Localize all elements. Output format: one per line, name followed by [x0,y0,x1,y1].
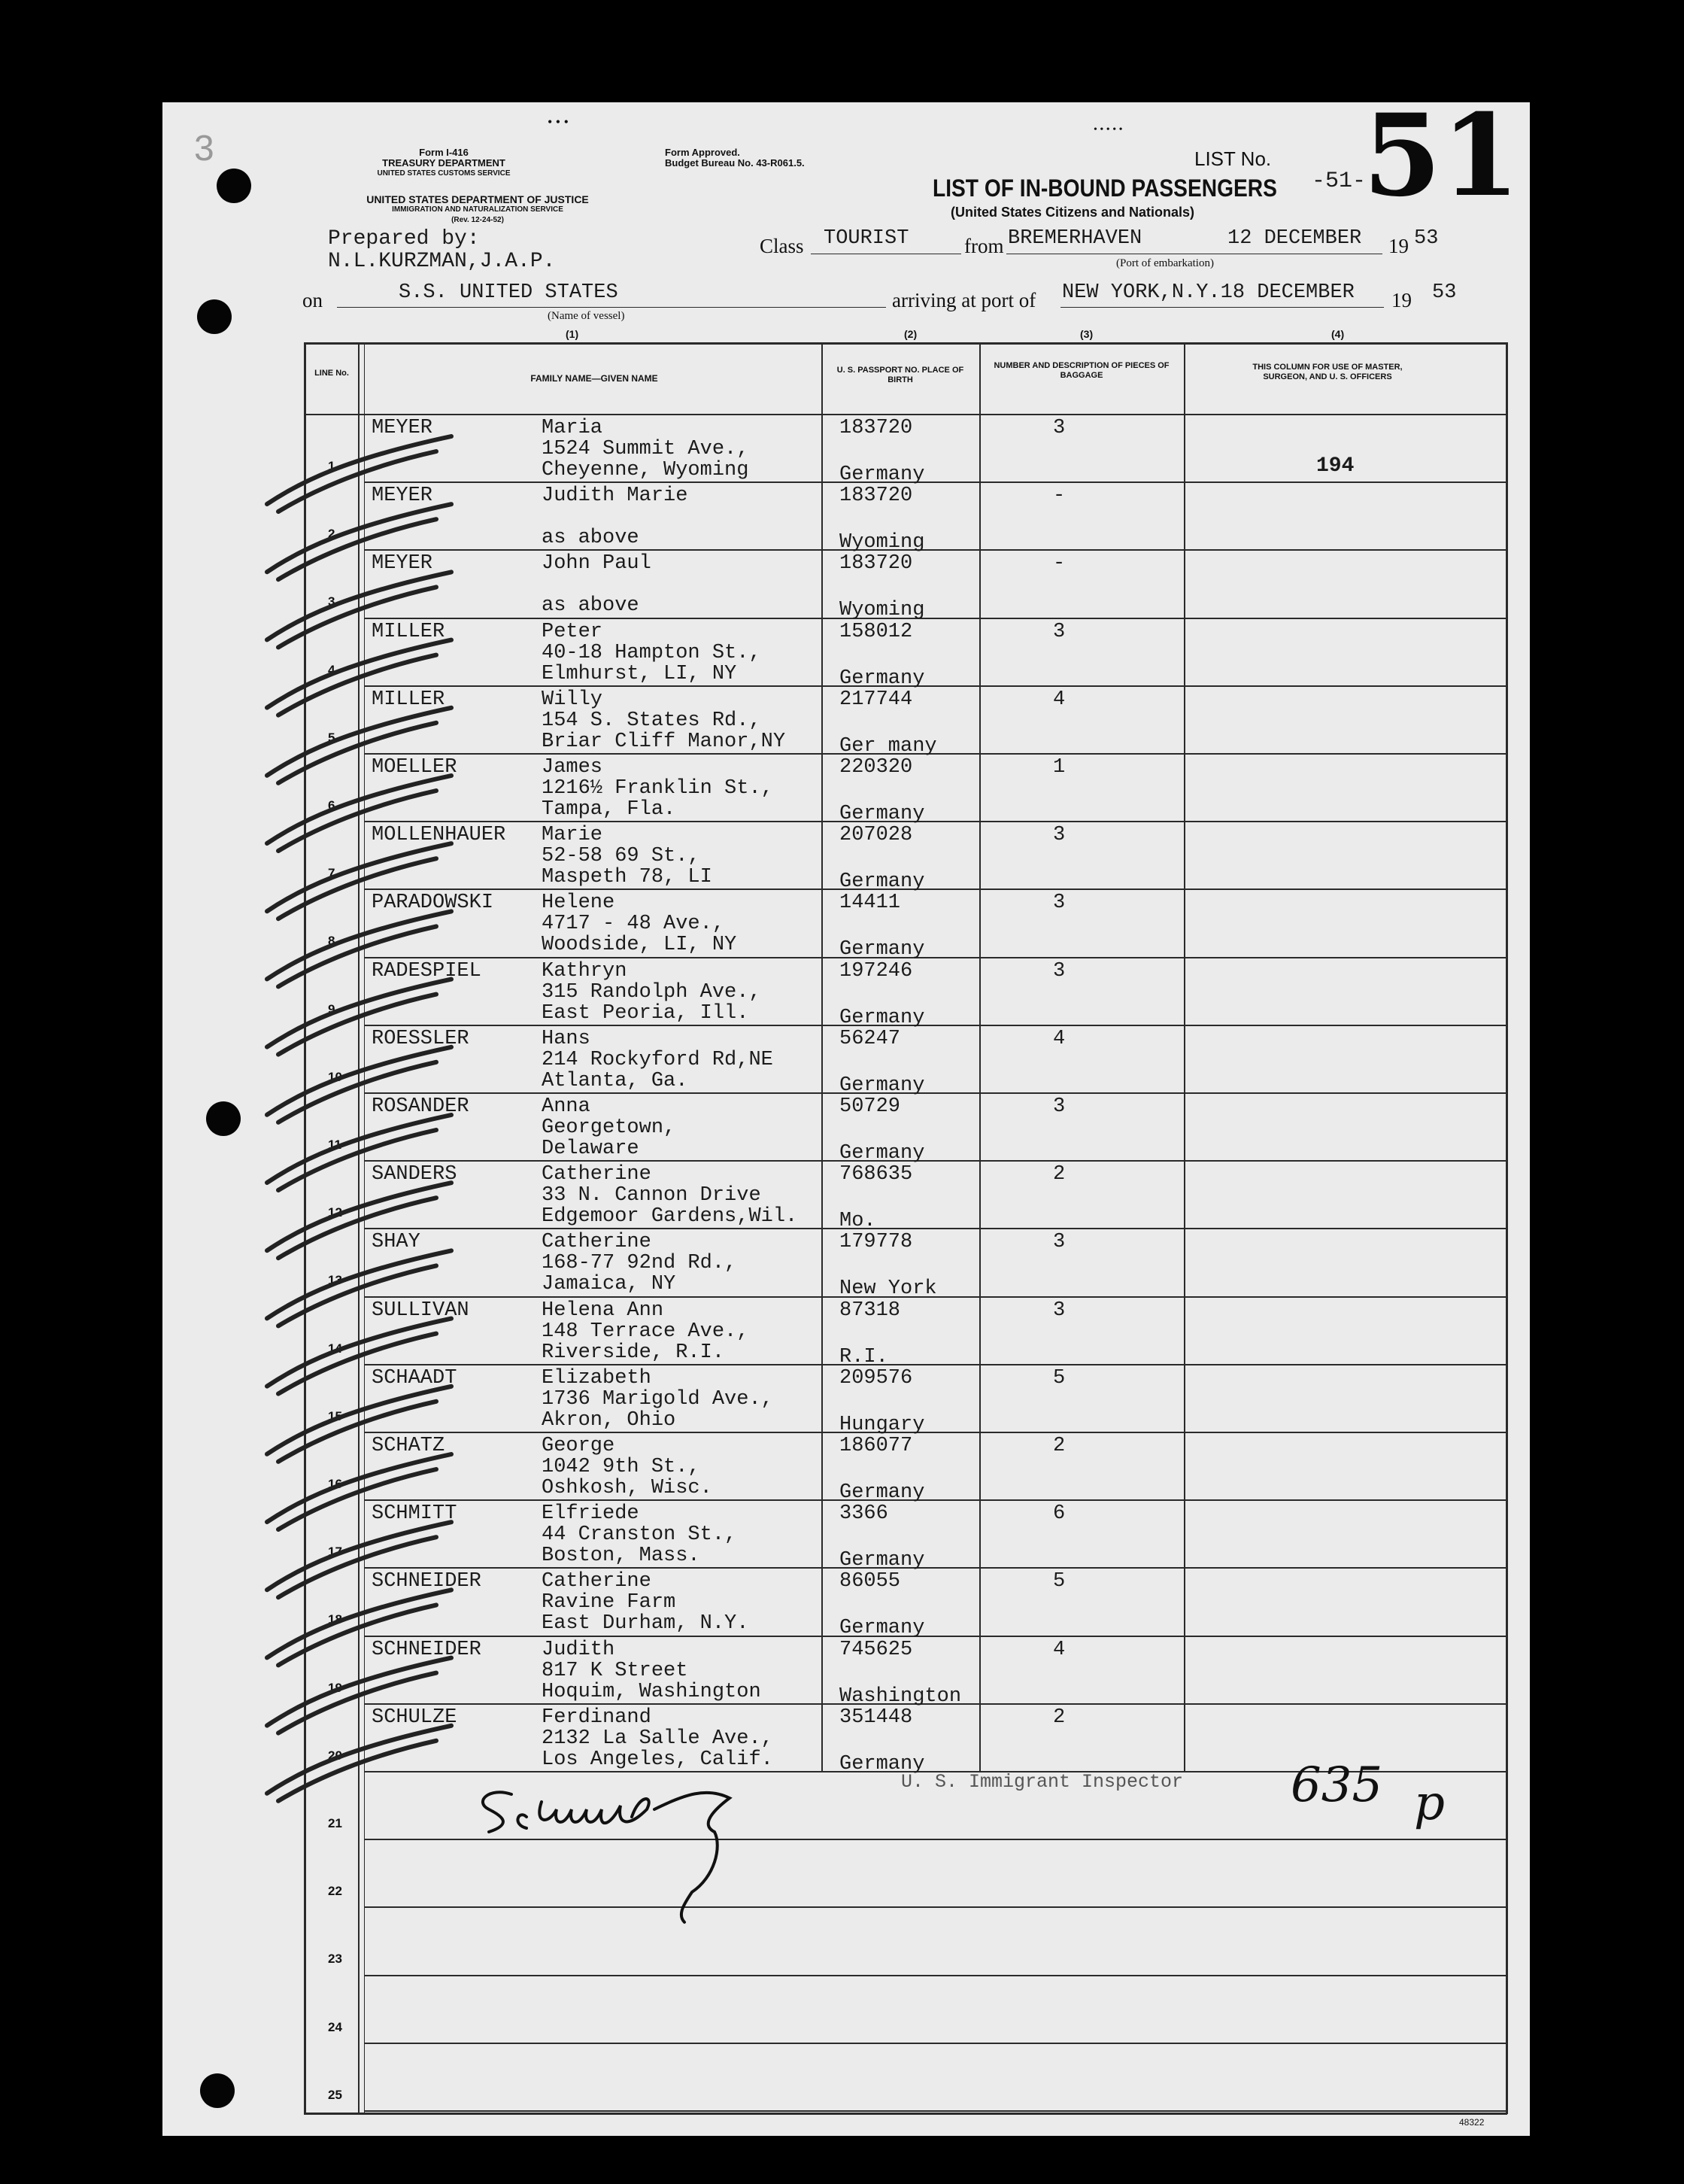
line-number: 15 [328,1408,342,1423]
given-name: Elizabeth [542,1366,651,1390]
passport-number: 56247 [839,1027,901,1050]
given-name: Maria [542,417,603,439]
row-divider [364,1025,1506,1026]
baggage-count: 4 [1053,1638,1066,1661]
header-bottom-border [304,414,1507,415]
check-mark [267,708,451,783]
address-line-1: 4717 - 48 Ave., [542,913,725,936]
vessel-value: S.S. UNITED STATES [399,281,618,304]
address-line-2: Woodside, LI, NY [542,934,737,957]
baggage-count: 3 [1053,620,1066,643]
passport-number: 745625 [839,1638,913,1661]
family-name: MILLER [372,688,445,711]
address-line-2: East Peoria, Ill. [542,1001,749,1025]
address-line-1: 214 Rockyford Rd,NE [542,1048,773,1071]
address-line-2: Briar Cliff Manor,NY [542,730,786,753]
line-number: 25 [328,2087,342,2102]
passport-number: 217744 [839,688,913,711]
column-header-officers: THIS COLUMN FOR USE OF MASTER, SURGEON, AND U. S. OFFICERS [1252,363,1403,381]
line-number: 22 [328,1884,342,1899]
baggage-count: 2 [1053,1435,1066,1457]
passport-number: 186077 [839,1435,913,1457]
place-of-birth: Germany [839,803,925,825]
check-mark [267,1658,451,1733]
form-number: 48322 [1459,2117,1485,2128]
top-dots: • • • [548,114,569,129]
baggage-count: 3 [1053,417,1066,439]
column-number-1: (1) [566,328,579,340]
family-name: ROSANDER [372,1095,469,1118]
passport-number: 183720 [839,484,913,508]
approval-label: Form Approved. [665,147,740,158]
check-mark [267,1387,451,1462]
check-mark [267,504,451,579]
place-of-birth: Washington [839,1684,962,1708]
passport-number: 158012 [839,620,913,643]
family-name: SCHMITT [372,1502,457,1526]
passport-col-divider [979,342,981,1772]
baggage-col-divider [1184,342,1185,1772]
row-divider [364,1432,1506,1433]
year-value: 53 [1414,227,1439,250]
address-line-2: Los Angeles, Calif. [542,1748,773,1771]
check-marks [256,429,481,1828]
address-line-2: Tampa, Fla. [542,798,676,821]
handwritten-count: 635 [1291,1757,1383,1813]
arriving-label: arriving at port of [892,289,1036,311]
line-number: 21 [328,1816,342,1830]
year-prefix: 19 [1388,235,1409,257]
handwritten-p: p [1414,1775,1445,1831]
family-name: PARADOWSKI [372,892,494,915]
check-mark [267,436,451,512]
given-name: John Paul [542,552,651,576]
row-divider [364,1975,1506,1976]
address-line-1: 148 Terrace Ave., [542,1320,749,1343]
row-divider [364,1364,1506,1365]
row-divider [364,1160,1506,1162]
line-number: 8 [328,934,335,949]
column-number-4: (4) [1331,328,1345,340]
line-number: 18 [328,1612,342,1627]
arrival-year: 53 [1432,281,1457,304]
line-number: 7 [328,866,335,881]
passport-number: 86055 [839,1570,901,1593]
baggage-count: 5 [1053,1366,1066,1390]
from-value: BREMERHAVEN [1008,227,1142,250]
check-mark [267,1522,451,1597]
address-line-1: 40-18 Hampton St., [542,641,761,664]
address-line-2: Boston, Mass. [542,1545,700,1568]
baggage-count: 6 [1053,1502,1066,1526]
family-name: MILLER [372,620,445,643]
address-line-1: Georgetown, [542,1116,676,1139]
line-number: 23 [328,1952,342,1967]
class-label: Class [760,235,804,257]
place-of-birth: Germany [839,870,925,894]
from-label: from [964,235,1004,257]
column-number-2: (2) [904,328,918,340]
family-name: MOLLENHAUER [372,824,506,847]
check-mark [267,1183,451,1258]
passport-number: 50729 [839,1095,901,1118]
page-subtitle: (United States Citizens and Nationals) [951,205,1195,220]
row-divider [364,685,1506,687]
family-name: SHAY [372,1231,420,1254]
address-line-1: 33 N. Cannon Drive [542,1184,761,1207]
punch-hole [217,169,251,203]
address-line-1: 315 Randolph Ave., [542,980,761,1004]
place-of-birth: Mo. [839,1210,876,1233]
row-divider [364,2043,1506,2044]
line-number: 19 [328,1680,342,1695]
arrival-year-prefix: 19 [1391,289,1412,311]
punch-hole [200,2073,235,2108]
inspector-label: U. S. Immigrant Inspector [901,1771,1184,1793]
row-divider [364,481,1506,483]
family-name: SANDERS [372,1163,457,1186]
list-no-big: 51 [1363,90,1520,222]
line-number: 10 [328,1069,342,1084]
passport-number: 197246 [839,959,913,983]
arrival-value: NEW YORK,N.Y.18 DECEMBER [1062,281,1355,304]
vessel-caption: (Name of vessel) [548,310,625,322]
arrival-underline [1060,307,1384,308]
place-of-birth: Wyoming [839,531,925,554]
place-of-birth: Germany [839,1142,925,1165]
passport-number: 179778 [839,1231,913,1254]
place-of-birth: Germany [839,1752,925,1775]
baggage-count: 4 [1053,1027,1066,1050]
row-divider [364,1567,1506,1569]
row-divider [364,957,1506,958]
given-name: Kathryn [542,959,627,983]
passport-number: 209576 [839,1366,913,1390]
address-line-2: Riverside, R.I. [542,1341,725,1364]
address-line-1: 44 Cranston St., [542,1523,737,1547]
address-line-1: 1524 Summit Ave., [542,438,749,460]
ins-label: IMMIGRATION AND NATURALIZATION SERVICE [392,205,563,214]
list-no-typed: -51- [1312,169,1367,194]
place-of-birth: Germany [839,1481,925,1504]
given-name: Catherine [542,1570,651,1593]
form-number-lines [376,147,511,179]
address-line-1: 52-58 69 St., [542,845,700,868]
address-line-1: 1042 9th St., [542,1456,700,1478]
row-divider [364,1092,1506,1094]
address-line-2: Jamaica, NY [542,1273,676,1296]
port-embark-caption: (Port of embarkation) [1116,257,1214,269]
address-line-1: Ravine Farm [542,1591,676,1614]
place-of-birth: Germany [839,938,925,961]
family-name: RADESPIEL [372,959,481,983]
check-mark [267,843,451,919]
family-name: MEYER [372,552,433,576]
place-of-birth: Germany [839,1074,925,1097]
line-number: 12 [328,1205,342,1220]
family-name: SULLIVAN [372,1299,469,1322]
line-number: 1 [328,459,335,473]
check-mark [267,776,451,851]
place-of-birth: New York [839,1277,937,1301]
given-name: James [542,756,603,779]
address-line-1: 817 K Street [542,1659,688,1682]
approval-lines [665,147,805,169]
check-mark [267,1047,451,1122]
revision-label: (Rev. 12-24-52) [451,216,504,224]
line-number: 24 [328,2019,342,2034]
prepared-by-value: N.L.KURZMAN,J.A.P. [328,250,556,273]
line-number: 9 [328,1001,335,1016]
passport-number: 14411 [839,892,901,915]
check-mark [267,572,451,647]
table-right-border [1506,342,1508,2114]
address-line-1: 2132 La Salle Ave., [542,1727,773,1750]
row-divider [364,888,1506,890]
passport-number: 220320 [839,756,913,779]
punch-hole [197,299,232,334]
line-number: 3 [328,594,335,609]
check-mark [267,1454,451,1529]
row-divider [364,1228,1506,1229]
baggage-count: 3 [1053,824,1066,847]
given-name: Helena Ann [542,1299,664,1322]
given-name: Judith [542,1638,615,1661]
top-dots-right: • • • • • [1094,124,1123,135]
baggage-count: - [1053,484,1066,508]
address-line-2: Atlanta, Ga. [542,1069,688,1092]
page-title: LIST OF IN-BOUND PASSENGERS [933,175,1277,202]
address-line-2: Oshkosh, Wisc. [542,1477,712,1499]
line-number: 14 [328,1341,342,1356]
check-mark [267,1726,451,1801]
address-line-1: 168-77 92nd Rd., [542,1252,737,1275]
given-name: Peter [542,620,603,643]
address-line-2: Delaware [542,1138,639,1160]
given-name: Judith Marie [542,484,688,508]
place-of-birth: Germany [839,1006,925,1029]
justice-label: UNITED STATES DEPARTMENT OF JUSTICE [366,193,589,205]
family-name: MOELLER [372,756,457,779]
row-divider [364,821,1506,822]
place-of-birth: Germany [839,667,925,690]
baggage-count: 2 [1053,1706,1066,1729]
row-divider [364,618,1506,619]
passport-number: 207028 [839,824,913,847]
given-name: Willy [542,688,603,711]
punch-hole [206,1101,241,1136]
line-number: 11 [328,1138,341,1152]
given-name: Catherine [542,1231,651,1254]
address-line-1: 154 S. States Rd., [542,709,761,732]
check-mark [267,640,451,715]
baggage-count: - [1053,552,1066,576]
row-divider [364,1499,1506,1501]
inspector-signature [459,1764,850,1933]
row-divider [364,549,1506,551]
baggage-count: 1 [1053,756,1066,779]
treasury-label: TREASURY DEPARTMENT [382,157,505,169]
family-name: SCHULZE [372,1706,457,1729]
given-name: Catherine [542,1163,651,1186]
family-name: SCHATZ [372,1435,445,1457]
date-value: 12 DECEMBER [1227,227,1362,250]
passport-number: 87318 [839,1299,901,1322]
given-name: Ferdinand [542,1706,651,1729]
baggage-count: 2 [1053,1163,1066,1186]
family-name: SCHNEIDER [372,1570,481,1593]
given-name: Helene [542,892,615,915]
corner-mark: 3 [194,129,214,169]
line-number: 16 [328,1477,342,1491]
line-number: 6 [328,798,335,813]
vessel-underline [337,307,886,308]
address-line-2: Edgemoor Gardens,Wil. [542,1205,798,1229]
place-of-birth: Ger many [839,734,937,758]
passport-number: 351448 [839,1706,913,1729]
address-line-1: 1736 Marigold Ave., [542,1387,773,1411]
row-divider [364,2110,1506,2112]
class-value: TOURIST [824,227,909,250]
given-name: George [542,1435,615,1457]
line-number: 13 [328,1273,342,1288]
address-line-2: Cheyenne, Wyoming [542,459,749,481]
passport-number: 183720 [839,552,913,576]
passport-number: 768635 [839,1163,913,1186]
column-header-baggage: NUMBER AND DESCRIPTION OF PIECES OF BAGGAGE [994,361,1170,380]
check-mark [267,1115,451,1190]
baggage-count: 3 [1053,892,1066,915]
budget-label: Budget Bureau No. 43-R061.5. [665,157,805,169]
line-number: 17 [328,1545,342,1560]
family-name: SCHNEIDER [372,1638,481,1661]
address-line-1: 1216½ Franklin St., [542,777,773,800]
check-mark [267,1250,451,1326]
address-line-2: as above [542,527,639,550]
check-mark [267,911,451,986]
given-name: Anna [542,1095,590,1118]
line-number: 4 [328,662,335,677]
prepared-by-label: Prepared by: [328,227,480,251]
given-name: Elfriede [542,1502,639,1526]
baggage-count: 4 [1053,688,1066,711]
column-header-name: FAMILY NAME—GIVEN NAME [530,373,658,384]
row-divider [364,1636,1506,1637]
address-line-2: East Durham, N.Y. [542,1612,749,1636]
column-header-line: LINE No. [314,369,349,378]
address-line-2: Elmhurst, LI, NY [542,662,737,685]
column-header-passport: U. S. PASSPORT NO. PLACE OF BIRTH [836,366,964,384]
passport-number: 183720 [839,417,913,439]
address-line-2: Hoquim, Washington [542,1680,761,1703]
place-of-birth: Germany [839,1549,925,1572]
place-of-birth: Wyoming [839,599,925,622]
given-name: Marie [542,824,603,847]
place-of-birth: Germany [839,1617,925,1640]
check-mark [267,1319,451,1394]
baggage-count: 3 [1053,1095,1066,1118]
line-number: 2 [328,527,335,542]
form-id: Form I-416 [419,147,469,158]
given-name: Hans [542,1027,590,1050]
name-col-divider [821,342,823,1772]
baggage-count: 3 [1053,1231,1066,1254]
address-line-2: Maspeth 78, LI [542,866,712,889]
table-bottom-border [304,2113,1507,2115]
address-line-2: Akron, Ohio [542,1408,676,1432]
place-of-birth: R.I. [839,1345,888,1368]
family-name: MEYER [372,484,433,508]
place-of-birth: Germany [839,463,925,486]
family-name: ROESSLER [372,1027,469,1050]
check-mark [267,1590,451,1665]
column-number-3: (3) [1080,328,1094,340]
baggage-count: 3 [1053,1299,1066,1322]
family-name: SCHAADT [372,1366,457,1390]
passport-number: 3366 [839,1502,888,1526]
list-no-label: LIST No. [1194,147,1272,170]
customs-label: UNITED STATES CUSTOMS SERVICE [377,169,511,178]
table-top-border [304,342,1507,345]
on-label: on [302,289,323,311]
baggage-count: 3 [1053,959,1066,983]
address-line-2: as above [542,594,639,618]
family-name: MEYER [372,417,433,439]
check-mark [267,980,451,1055]
officer-note: 194 [1316,454,1355,478]
line-number: 20 [328,1748,342,1763]
line-number: 5 [328,730,335,745]
place-of-birth: Hungary [839,1413,925,1436]
baggage-count: 5 [1053,1570,1066,1593]
justice-lines [301,194,654,226]
